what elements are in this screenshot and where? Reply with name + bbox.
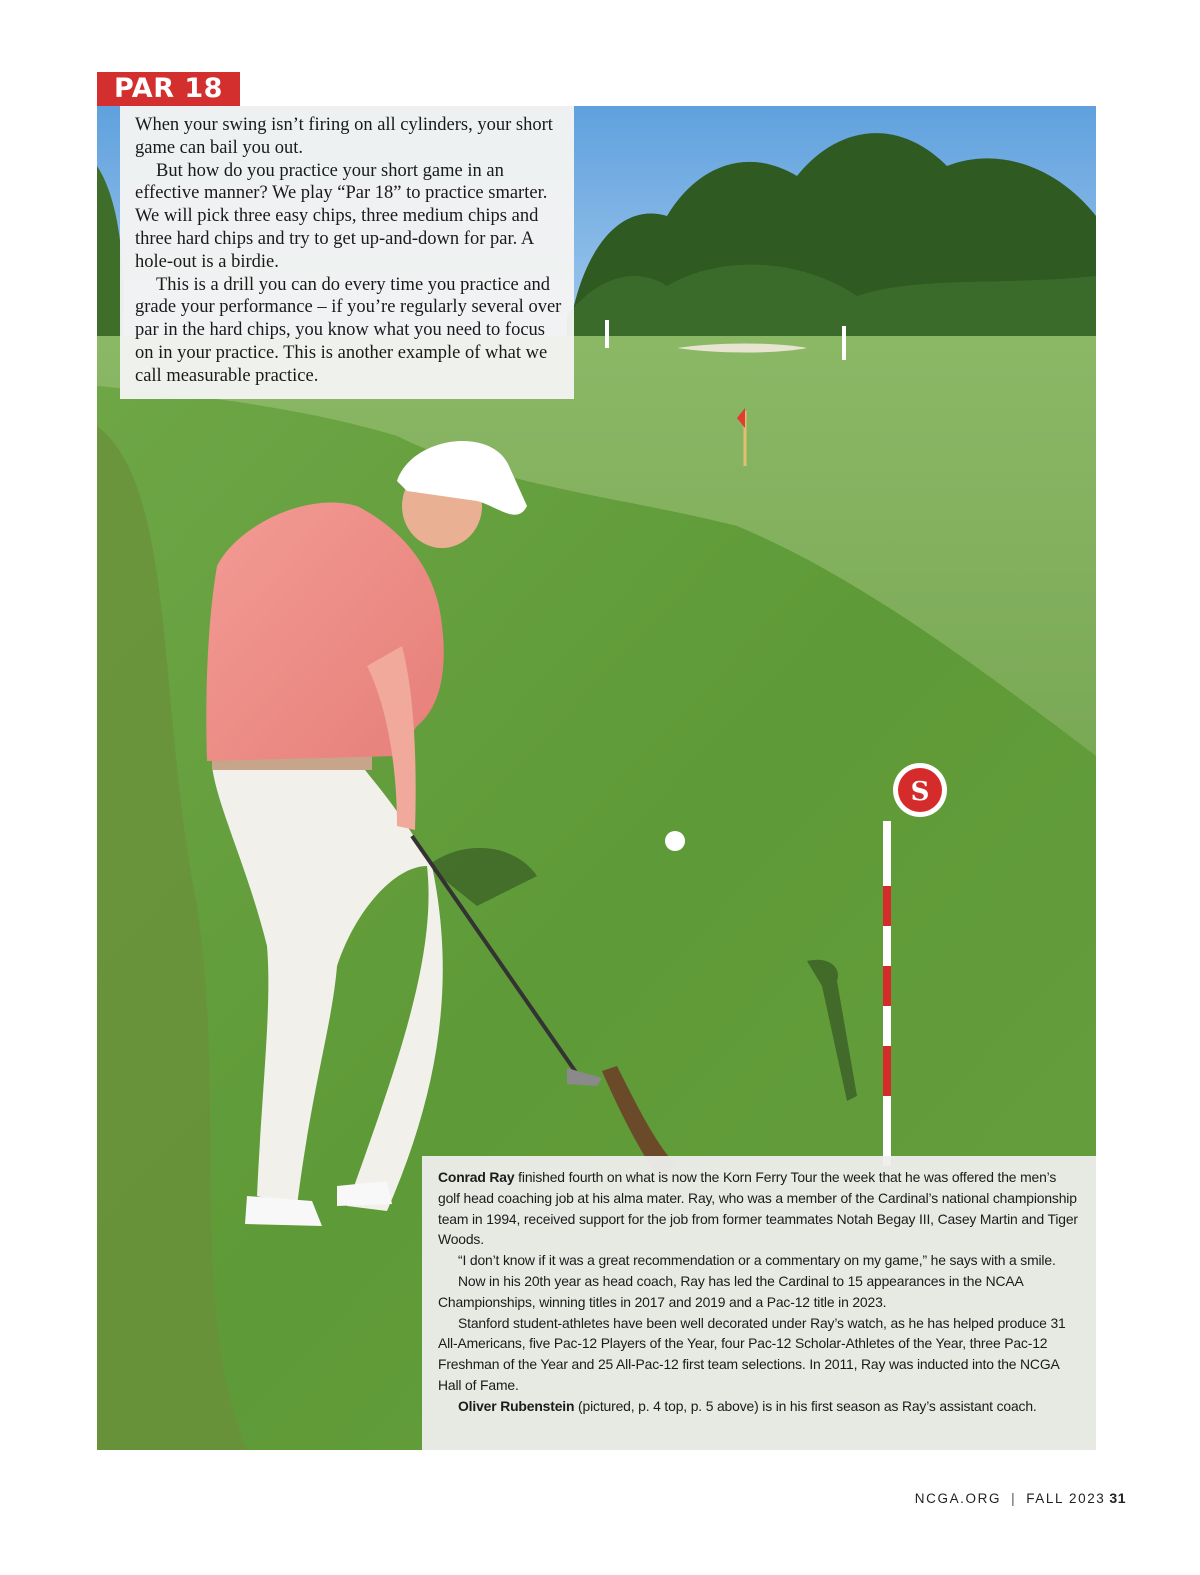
footer-issue: FALL 2023 xyxy=(1026,1491,1106,1506)
caption-paragraph: Stanford student-athletes have been well decorated under Ray’s watch, as he has helped produce 31 All-Americans, five Pac-12 Players of the Year, four Pac-12 Scholar-Athletes of the Year, three Pac-12 Freshman of the Year and 25 All-Pac-12 first team selections. In 2011, Ray was inducted into the NCGA Hall of Fame. xyxy=(438,1314,1066,1393)
caption-text: (pictured, p. 4 top, p. 5 above) is in his first season as Ray’s assistant coach. xyxy=(574,1397,1037,1414)
sidebar-paragraph: When your swing isn’t firing on all cylinders, your short game can bail you out. xyxy=(135,115,553,158)
caption-paragraph xyxy=(438,1396,1079,1417)
caption-paragraph xyxy=(438,1167,1079,1250)
section-label-par-18: PAR 18 xyxy=(97,72,240,106)
page-footer xyxy=(915,1490,1126,1506)
caption-name-oliver-rubenstein: Oliver Rubenstein xyxy=(458,1397,575,1414)
par-18-sidebar xyxy=(120,106,574,399)
caption-name-conrad-ray: Conrad Ray xyxy=(438,1169,515,1185)
sidebar-paragraph: But how do you practice your short game in an effective manner? We play “Par 18” to practice smarter. We will pick three easy chips, three medium chips and three hard chips and try to get up-and-down for par. A hole-out is a birdie. xyxy=(135,160,548,272)
page-number: 31 xyxy=(1109,1490,1126,1506)
caption-text: finished fourth on what is now the Korn Ferry Tour the week that he was offered the men’s golf head coaching job at his alma mater. Ray, who was a member of the Cardinal’s national championship team in 1994, received support for the job from former teammates Notah Begay III, Casey Martin and Tiger Woods. xyxy=(438,1169,1078,1248)
svg-text:S: S xyxy=(910,777,930,807)
caption-paragraph: Now in his 20th year as head coach, Ray has led the Cardinal to 15 appearances in the NCAA Championships, winning titles in 2017 and 2019 and a Pac-12 title in 2023. xyxy=(438,1272,1023,1310)
footer-separator: | xyxy=(1011,1491,1017,1506)
caption-paragraph: “I don’t know if it was a great recommendation or a commentary on my game,” he says with a smile. xyxy=(458,1252,1056,1269)
conrad-ray-caption xyxy=(422,1156,1096,1450)
footer-site: NCGA.ORG xyxy=(914,1491,1002,1506)
sidebar-paragraph: This is a drill you can do every time you practice and grade your performance – if you’re regularly several over par in the hard chips, you know what you need to focus on in your practice. This is another example of what we call measurable practice. xyxy=(135,274,562,386)
